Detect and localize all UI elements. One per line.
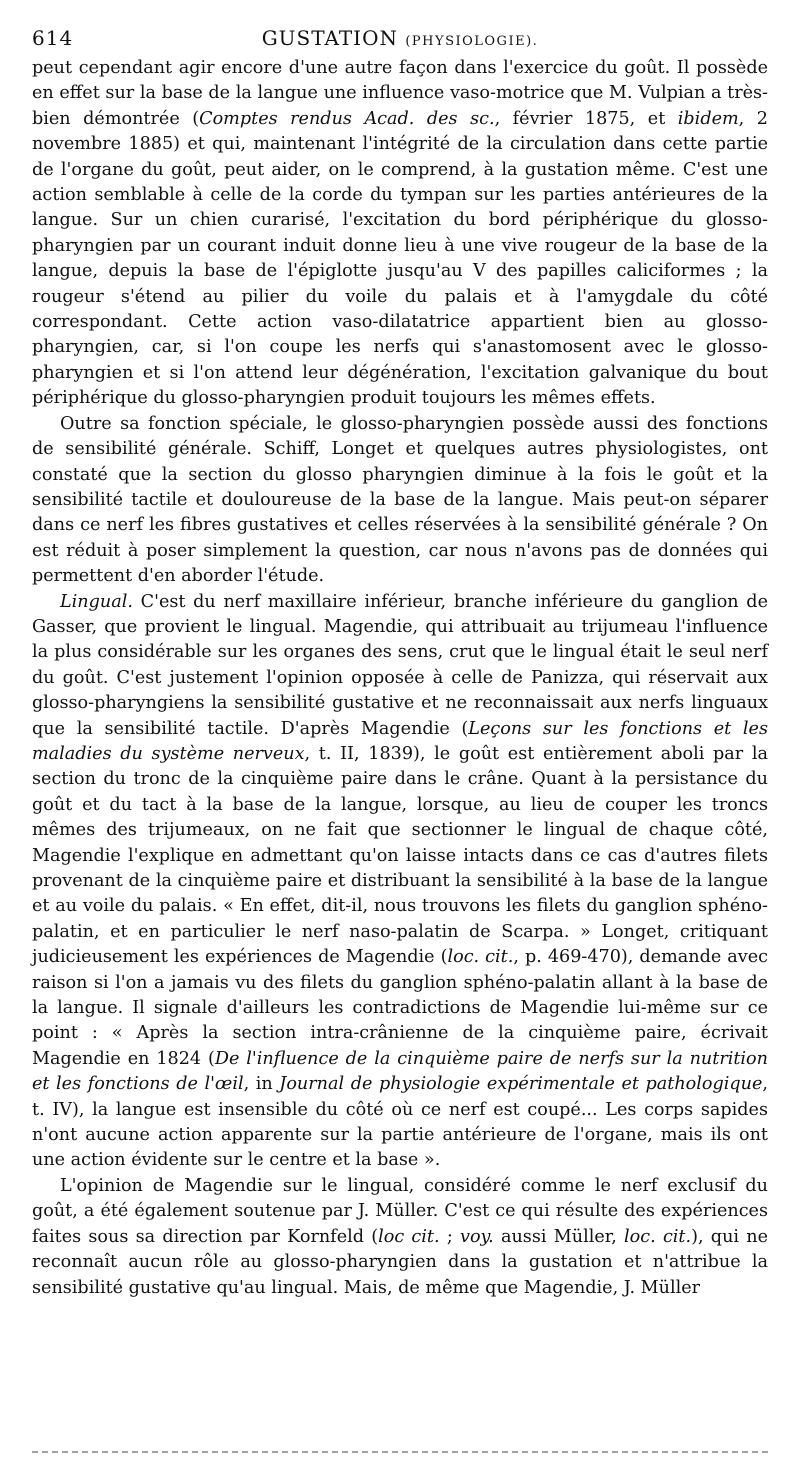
italic-run: Lingual.: [60, 591, 133, 612]
footer-divider: [32, 1451, 768, 1453]
text-run: , t. IV), la langue est insensible du côté où ce nerf est coupé... Les corps sapides n'ont aucune action apparente sur la partie antérieure de l'organe, mais ils ont une action évidente sur le centre et la base ».: [32, 1074, 768, 1171]
article-body: [32, 56, 768, 1301]
italic-run: Comptes rendus Acad. des sc.: [199, 108, 495, 129]
text-run: , in: [243, 1074, 280, 1095]
header-subtitle: (PHYSIOLOGIE).: [405, 34, 539, 49]
italic-run: Leçons sur les fonctions et les maladies du système nerveux: [32, 718, 768, 764]
text-run: L'opinion de Magendie sur le lingual, considéré comme le nerf exclusif du goût, a été également soutenue par J. Müller. C'est ce qui résulte des expériences faites sous sa direction par Kornfeld (: [32, 1175, 768, 1247]
text-run: , 2 novembre 1885) et qui, maintenant l'intégrité de la circulation dans cette partie de l'organe du goût, peut aider, on le comprend, à la gustation même. C'est une action semblable à celle de la corde du tympan sur les parties antérieures de la langue. Sur un chien curarisé, l'excitation du bord périphérique du glosso-pharyngien par un courant induit donne lieu à une vive rougeur de la base de la langue, depuis la base de l'épiglotte jusqu'au V des papilles caliciformes ; la rougeur s'étend au pilier du voile du palais et à l'amygdale du côté correspondant. Cette action vaso-dilatatrice appartient bien au glosso-pharyngien, car, si l'on coupe les nerfs qui s'anastomosent avec le glosso-pharyngien et si l'on attend leur dégénération, l'excitation galvanique du bout périphérique du glosso-pharyngien produit toujours les mêmes effets.: [32, 108, 768, 409]
text-run: C'est du nerf maxillaire inférieur, branche inférieure du ganglion de Gasser, que provient le lingual. Magendie, qui attribuait au trijumeau l'influence la plus considérable sur les organes des sens, crut que le lingual était le seul nerf du goût. C'est justement l'opinion opposée à celle de Panizza, qui réservait aux glosso-pharyngiens la sensibilité gustative et ne reconnaissait aux nerfs linguaux que la sensibilité tactile. D'après Magendie (: [32, 591, 768, 739]
italic-run: loc cit.: [378, 1226, 440, 1247]
paragraph-lingual: [32, 590, 768, 1174]
text-run: , février 1875, et: [494, 108, 678, 129]
running-title: [32, 26, 768, 50]
text-run: aussi Müller,: [493, 1226, 625, 1247]
text-run: , p. 469-470), demande avec raison si l'on a jamais vu des filets du ganglion sphéno-palatin allant à la base de la langue. Il signale d'ailleurs les contradictions de Magendie lui-même sur ce point : « Après la section intra-crânienne de la cinquième paire, écrivait Magendie en 1824 (: [32, 947, 768, 1069]
text-run: ), qui ne reconnaît aucun rôle au glosso-pharyngien dans la gustation et n'attribue la sensibilité gustative qu'au lingual. Mais, de même que Magendie, J. Müller: [32, 1226, 769, 1298]
italic-run: voy.: [460, 1226, 494, 1247]
italic-run: loc. cit.: [447, 947, 514, 968]
italic-run: Journal de physiologie expérimentale et pathologique: [279, 1074, 763, 1095]
text-run: peut cependant agir encore d'une autre façon dans l'exercice du goût. Il possède en effet sur la base de la langue une influence vaso-motrice que M. Vulpian a très-bien démontrée (: [32, 58, 768, 129]
italic-run: ibidem: [677, 108, 739, 129]
text-run: ;: [439, 1226, 460, 1247]
paragraph-muller: [32, 1174, 768, 1301]
running-header: [32, 26, 768, 56]
italic-run: De l'influence de la cinquième paire de nerfs sur la nutrition et les fonctions de l'œil: [32, 1048, 768, 1095]
paragraph-general-sensibility: [32, 412, 768, 590]
page: [32, 26, 768, 1301]
paragraph-vasomotor: [32, 56, 768, 412]
text-run: Outre sa fonction spéciale, le glosso-pharyngien possède aussi des fonctions de sensibilité générale. Schiff, Longet et quelques autres physiologistes, ont constaté que la section du glosso pharyngien diminue à la fois le goût et la sensibilité tactile et douloureuse de la base de la langue. Mais peut-on séparer dans ce nerf les fibres gustatives et celles réservées à la sensibilité générale ? On est réduit à poser simplement la question, car nous n'avons pas de données qui permettent d'en aborder l'étude.: [32, 413, 768, 587]
header-title: GUSTATION: [261, 26, 398, 50]
italic-run: loc. cit.: [624, 1226, 692, 1247]
page-number: 614: [32, 26, 74, 50]
text-run: , t. II, 1839), le goût est entièrement aboli par la section du tronc de la cinquième paire dans le crâne. Quant à la persistance du goût et du tact à la base de la langue, lorsque, au lieu de couper les troncs mêmes des trijumeaux, on ne fait que sectionner le lingual de chaque côté, Magendie l'explique en admettant qu'on laisse intacts dans ce cas d'autres filets provenant de la cinquième paire et distribuant la sensibilité à la base de la langue et au voile du palais. « En effet, dit-il, nous trouvons les filets du ganglion sphéno-palatin, et en particulier le nerf naso-palatin de Scarpa. » Longet, critiquant judicieusement les expériences de Magendie (: [32, 743, 768, 968]
